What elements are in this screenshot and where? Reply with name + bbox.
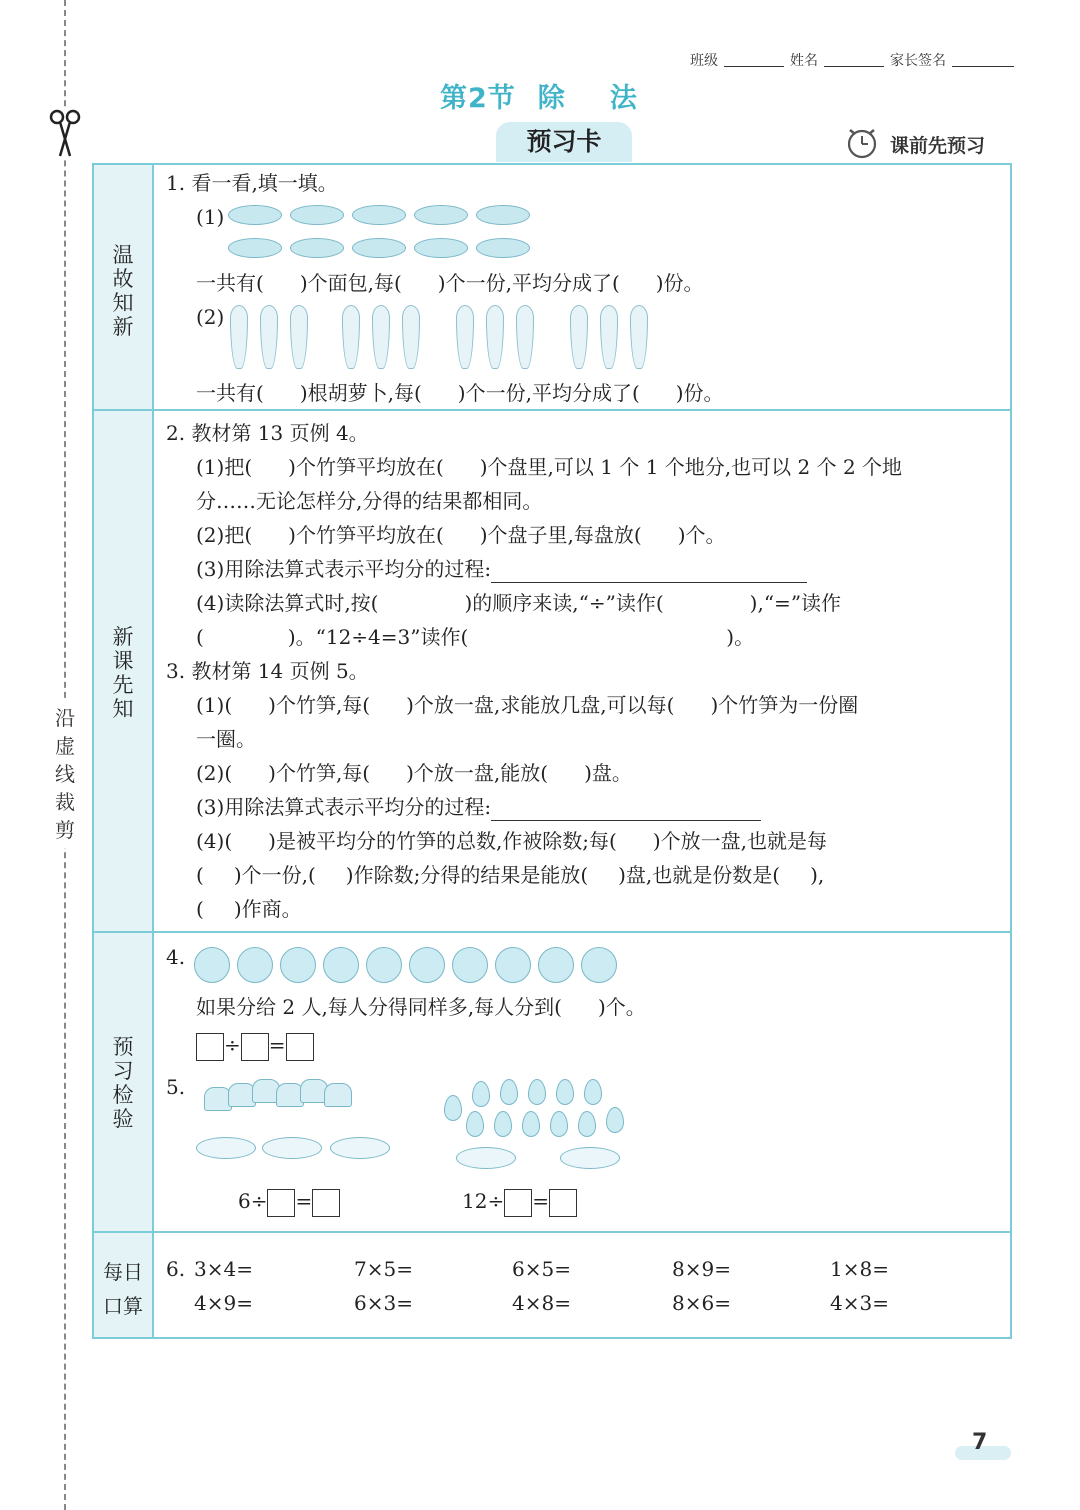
name-label: 姓名 [790,53,818,69]
answer-box[interactable] [286,1033,314,1061]
leaf-image [578,1111,596,1137]
leaf-group [442,1077,642,1177]
card-title: 预习卡 [496,122,632,162]
q2-line6: ( )。“12÷4=3”读作( )。 [196,625,755,649]
q1-part1-text: 一共有( )个面包,每( )个一份,平均分成了( )份。 [196,271,704,295]
scissors-icon [48,108,82,158]
label-daily-calc: 每日 口算 [103,1260,143,1318]
q3-title: 3. 教材第 14 页例 5。 [166,659,369,683]
calc-item[interactable]: 4×3= [830,1291,889,1315]
leaf-image [466,1111,484,1137]
q4-text: 如果分给 2 人,每人分得同样多,每人分到( )个。 [196,995,646,1019]
label-review: 温故知新 [112,243,134,339]
leaf-image [550,1111,568,1137]
q5-number: 5. [166,1075,186,1099]
page-number: 7 [972,1430,988,1455]
q1-part1-label: (1) [196,205,225,229]
answer-box[interactable] [504,1189,532,1217]
apple-group [194,947,634,987]
divider [94,1231,1010,1233]
bread-image [414,238,468,258]
q1-title: 1. 看一看,填一填。 [166,171,338,195]
carrot-image [230,305,248,369]
section-title: 第2节 除 法 [440,83,638,114]
carrot-image [516,305,534,369]
q3-line7: ( )作商。 [196,897,302,921]
plate-image [560,1147,620,1169]
leaf-image [522,1111,540,1137]
apple-image [452,947,488,983]
bread-image [228,205,282,225]
carrot-image [290,305,308,369]
calc-item[interactable]: 4×8= [512,1291,571,1315]
q2-line2: 分……无论怎样分,分得的结果都相同。 [196,489,543,513]
carrot-image [372,305,390,369]
bread-image [476,238,530,258]
section-sidebar [94,165,154,1337]
apple-image [581,947,617,983]
divider [94,409,1010,411]
bread-image [476,205,530,225]
bread-image [228,238,282,258]
answer-box[interactable] [549,1189,577,1217]
carrot-image [456,305,474,369]
apple-image [280,947,316,983]
leaf-image [472,1081,490,1107]
class-field[interactable] [724,50,784,67]
answer-box[interactable] [267,1189,295,1217]
q2-line3: (2)把( )个竹笋平均放在( )个盘子里,每盘放( )个。 [196,523,726,547]
bread-image [290,238,344,258]
leaf-image [444,1095,462,1121]
apple-image [237,947,273,983]
answer-box[interactable] [196,1033,224,1061]
q3-line3: (2)( )个竹笋,每( )个放一盘,能放( )盘。 [196,761,632,785]
q2-line5: (4)读除法算式时,按( )的顺序来读,“÷”读作( ),“=”读作 [196,591,842,615]
carrot-image [260,305,278,369]
name-field[interactable] [824,50,884,67]
apple-image [366,947,402,983]
label-preview-check: 预习检验 [112,1035,134,1131]
worksheet-frame [92,163,1012,1339]
q1-part2-text: 一共有( )根胡萝卜,每( )个一份,平均分成了( )份。 [196,381,724,405]
q2-line4: (3)用除法算式表示平均分的过程: [196,555,807,583]
calc-item[interactable]: 6×3= [354,1291,413,1315]
bread-image [352,205,406,225]
bread-image [290,205,344,225]
bread-group [228,205,538,263]
bread-image [414,205,468,225]
preview-tag: 课前先预习 [890,135,986,157]
answer-line[interactable] [491,562,807,583]
q5-equation-2: 12÷ = [462,1187,577,1217]
calc-item[interactable]: 7×5= [354,1257,413,1281]
apple-image [495,947,531,983]
q3-line2: 一圈。 [196,727,256,751]
q2-title: 2. 教材第 13 页例 4。 [166,421,369,445]
carrot-group [230,305,670,371]
cupcake-group [196,1079,396,1175]
leaf-image [494,1111,512,1137]
divider [94,931,1010,933]
q1-part2-label: (2) [196,305,225,329]
q5-equation-1: 6÷ = [238,1187,340,1217]
q2-line1: (1)把( )个竹笋平均放在( )个盘里,可以 1 个 1 个地分,也可以 2 个 2 个地 [196,455,903,479]
carrot-image [600,305,618,369]
class-label: 班级 [690,53,718,69]
cupcake-image [324,1083,352,1107]
carrot-image [402,305,420,369]
carrot-image [486,305,504,369]
bread-image [352,238,406,258]
q3-line6: ( )个一份,( )作除数;分得的结果是能放( )盘,也就是份数是( ), [196,863,825,887]
answer-box[interactable] [312,1189,340,1217]
q3-line1: (1)( )个竹笋,每( )个放一盘,求能放几盘,可以每( )个竹笋为一份圈 [196,693,859,717]
calc-item[interactable]: 8×9= [672,1257,731,1281]
calc-item[interactable]: 4×9= [194,1291,253,1315]
q3-line5: (4)( )是被平均分的竹笋的总数,作被除数;每( )个放一盘,也就是每 [196,829,828,853]
q4-equation: ÷ = [196,1031,314,1061]
calc-item[interactable]: 3×4= [194,1257,253,1281]
carrot-image [630,305,648,369]
cut-instruction: 沿 虚 线 裁 剪 [52,700,78,848]
parent-signature-label: 家长签名 [890,53,946,69]
calc-item[interactable]: 1×8= [830,1257,889,1281]
plate-image [196,1137,256,1159]
answer-line[interactable] [491,800,761,821]
plate-image [262,1137,322,1159]
plate-image [330,1137,390,1159]
student-info-fields [690,50,1014,70]
plate-image [456,1147,516,1169]
calc-item[interactable]: 6×5= [512,1257,571,1281]
leaf-image [606,1107,624,1133]
q6-number: 6. [166,1257,186,1281]
parent-signature-field[interactable] [952,50,1014,67]
alarm-clock-icon [844,124,880,164]
carrot-image [342,305,360,369]
leaf-image [528,1079,546,1105]
leaf-image [556,1079,574,1105]
leaf-image [584,1079,602,1105]
calc-item[interactable]: 8×6= [672,1291,731,1315]
apple-image [323,947,359,983]
leaf-image [500,1079,518,1105]
answer-box[interactable] [241,1033,269,1061]
carrot-image [570,305,588,369]
q4-number: 4. [166,945,186,969]
q3-line4: (3)用除法算式表示平均分的过程: [196,793,761,821]
apple-image [538,947,574,983]
apple-image [409,947,445,983]
apple-image [194,947,230,983]
label-new-lesson: 新课先知 [112,625,134,721]
